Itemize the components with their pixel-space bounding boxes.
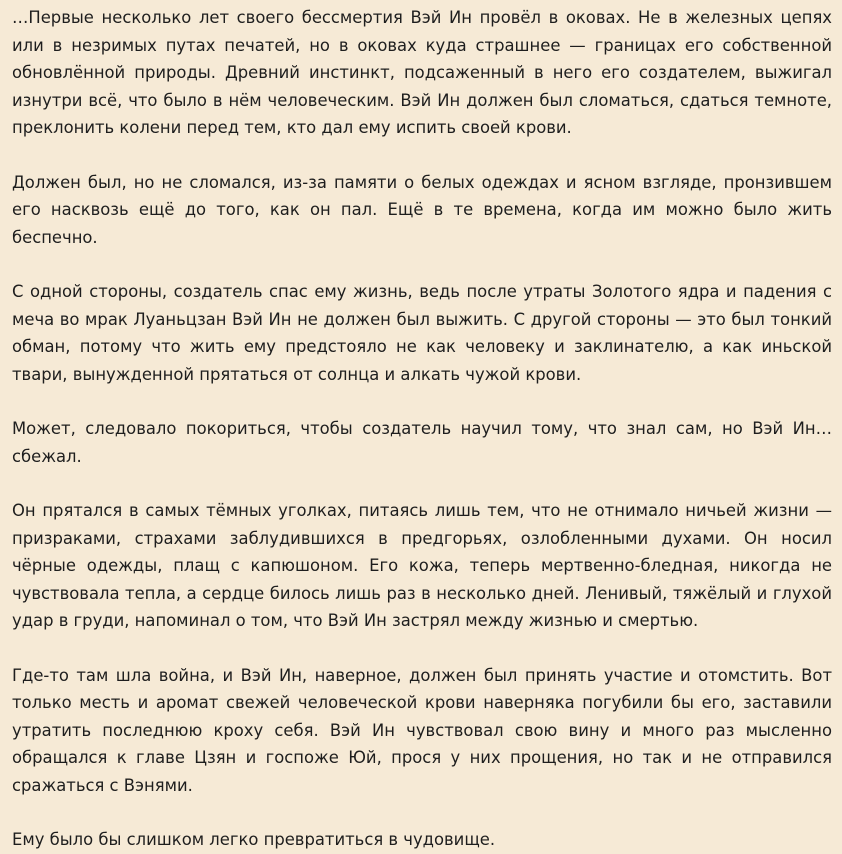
paragraph-5: Он прятался в самых тёмных уголках, питаясь лишь тем, что не отнимало ничьей жизни — призраками, страхами заблудившихся в предгорьях, озлобленными духами. Он носил чёрные одежды, плащ с капюшоном. Его кожа, теперь мертвенно-бледная, никогда не чувствовала тепла, а сердце билось лишь раз в несколько дней. Ленивый, тяжёлый и глухой удар в груди, напоминал о том, что Вэй Ин застрял между жизнью и смертью. [12, 501, 832, 630]
paragraph-1: …Первые несколько лет своего бессмертия Вэй Ин провёл в оковах. Не в железных цепях или в незримых путах печатей, но в оковах куда страшнее — границах его собственной обновлённой природы. Древний инстинкт, подсаженный в него его создателем, выжигал изнутри всё, что было в нём человеческим. Вэй Ин должен был сломаться, сдаться темноте, преклонить колени перед тем, кто дал ему испить своей крови. [12, 8, 832, 137]
paragraph-2: Должен был, но не сломался, из-за памяти о белых одеждах и ясном взгляде, пронзившем его насквозь ещё до того, как он пал. Ещё в те времена, когда им можно было жить беспечно. [12, 172, 832, 247]
paragraph-6: Где-то там шла война, и Вэй Ин, наверное, должен был принять участие и отомстить. Вот только месть и аромат свежей человеческой крови наверняка погубили бы его, заставили утратить последнюю кроху себя. Вэй Ин чувствовал свою вину и много раз мысленно обращался к главе Цзян и госпоже Юй, прося у них прощения, но так и не отправился сражаться с Вэнями. [12, 665, 832, 795]
paragraph-3: С одной стороны, создатель спас ему жизнь, ведь после утраты Золотого ядра и падения с меча во мрак Луаньцзан Вэй Ин не должен был выжить. С другой стороны — это был тонкий обман, потому что жить ему предстояло не как человеку и заклинателю, а как иньской твари, вынужденной прятаться от солнца и алкать чужой крови. [12, 282, 832, 384]
paragraph-4: Может, следовало покориться, чтобы создатель научил тому, что знал сам, но Вэй Ин… сбежал. [12, 419, 832, 466]
paragraph-7: Ему было бы слишком легко превратиться в чудовище. [12, 830, 496, 849]
